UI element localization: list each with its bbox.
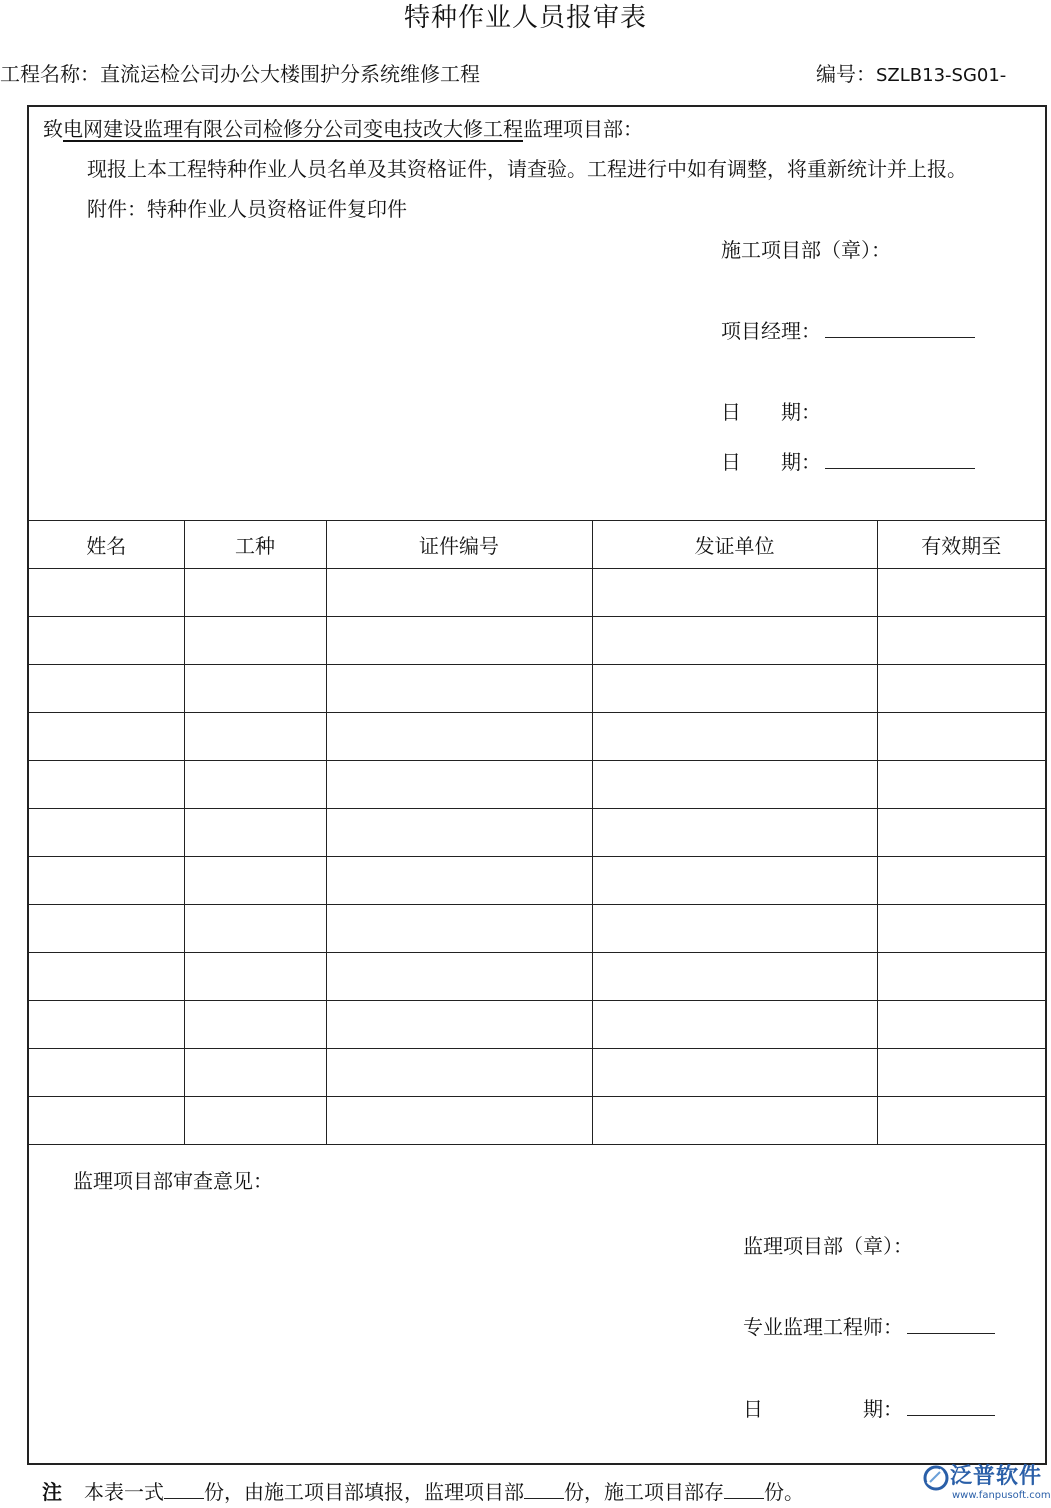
table-cell[interactable] xyxy=(877,761,1045,809)
table-cell[interactable] xyxy=(326,1049,592,1097)
table-cell[interactable] xyxy=(592,953,877,1001)
brand-name: 泛普软件 xyxy=(950,1464,1043,1489)
table-cell[interactable] xyxy=(592,809,877,857)
table-cell[interactable] xyxy=(877,953,1045,1001)
project-manager-field[interactable] xyxy=(825,317,975,338)
table-cell[interactable] xyxy=(877,1097,1045,1145)
addressee-suffix: 监理项目部： xyxy=(523,117,643,141)
table-cell[interactable] xyxy=(592,857,877,905)
table-row xyxy=(29,713,1045,761)
table-cell[interactable] xyxy=(184,1001,326,1049)
review-opinion-label: 监理项目部审查意见： xyxy=(73,1169,273,1193)
addressee-line xyxy=(43,115,643,143)
brand-logo xyxy=(922,1462,1051,1504)
table-cell[interactable] xyxy=(29,953,184,1001)
table-cell[interactable] xyxy=(877,809,1045,857)
attachment-note: 附件：特种作业人员资格证件复印件 xyxy=(87,197,407,221)
table-row xyxy=(29,617,1045,665)
table-cell[interactable] xyxy=(592,1049,877,1097)
table-row xyxy=(29,569,1045,617)
header-valid-until: 有效期至 xyxy=(877,521,1045,569)
table-cell[interactable] xyxy=(184,569,326,617)
form-code-value: SZLB13-SG01- xyxy=(876,65,1007,86)
copies-total-blank[interactable] xyxy=(164,1478,204,1499)
project-name-line xyxy=(0,60,480,88)
note-part-4: 份。 xyxy=(764,1480,804,1504)
table-cell[interactable] xyxy=(877,569,1045,617)
table-cell[interactable] xyxy=(592,617,877,665)
table-cell[interactable] xyxy=(326,665,592,713)
header-job-type: 工种 xyxy=(184,521,326,569)
table-cell[interactable] xyxy=(184,953,326,1001)
table-cell[interactable] xyxy=(592,569,877,617)
copies-construction-blank[interactable] xyxy=(724,1478,764,1499)
table-cell[interactable] xyxy=(184,761,326,809)
table-row xyxy=(29,809,1045,857)
note-part-3: 份，施工项目部存 xyxy=(564,1480,724,1504)
header-cert-number: 证件编号 xyxy=(326,521,592,569)
table-cell[interactable] xyxy=(29,761,184,809)
table-cell[interactable] xyxy=(184,905,326,953)
project-manager-line xyxy=(721,317,975,345)
table-cell[interactable] xyxy=(29,665,184,713)
table-cell[interactable] xyxy=(326,809,592,857)
table-cell[interactable] xyxy=(29,857,184,905)
table-cell[interactable] xyxy=(877,1001,1045,1049)
table-cell[interactable] xyxy=(877,1049,1045,1097)
table-cell[interactable] xyxy=(326,713,592,761)
brand-url: www.fanpusoft.com xyxy=(952,1490,1051,1501)
review-date-field[interactable] xyxy=(907,1395,995,1416)
date-label-2: 日 期： xyxy=(721,450,821,474)
table-cell[interactable] xyxy=(877,713,1045,761)
copies-supervision-blank[interactable] xyxy=(524,1478,564,1499)
table-cell[interactable] xyxy=(184,617,326,665)
table-cell[interactable] xyxy=(877,857,1045,905)
table-cell[interactable] xyxy=(592,1001,877,1049)
table-cell[interactable] xyxy=(592,713,877,761)
date-label-1: 日 期： xyxy=(721,400,821,424)
table-row xyxy=(29,857,1045,905)
table-cell[interactable] xyxy=(592,905,877,953)
table-cell[interactable] xyxy=(29,809,184,857)
table-cell[interactable] xyxy=(326,953,592,1001)
header-issuing-unit: 发证单位 xyxy=(592,521,877,569)
footer-note xyxy=(42,1478,804,1506)
table-row xyxy=(29,1001,1045,1049)
table-cell[interactable] xyxy=(29,1001,184,1049)
table-cell[interactable] xyxy=(184,1049,326,1097)
table-cell[interactable] xyxy=(326,569,592,617)
date-line-2 xyxy=(721,448,975,476)
table-cell[interactable] xyxy=(326,761,592,809)
table-row xyxy=(29,1097,1045,1145)
table-cell[interactable] xyxy=(184,857,326,905)
project-name-value: 直流运检公司办公大楼围护分系统维修工程 xyxy=(100,62,480,86)
table-row xyxy=(29,953,1045,1001)
date-field-1[interactable] xyxy=(825,448,975,469)
table-cell[interactable] xyxy=(326,1001,592,1049)
table-cell[interactable] xyxy=(184,1097,326,1145)
table-cell[interactable] xyxy=(184,809,326,857)
table-cell[interactable] xyxy=(29,569,184,617)
note-label: 注 xyxy=(42,1480,62,1504)
note-part-2: 份，由施工项目部填报，监理项目部 xyxy=(204,1480,524,1504)
table-cell[interactable] xyxy=(877,905,1045,953)
supervising-engineer-label: 专业监理工程师： xyxy=(743,1315,903,1339)
table-cell[interactable] xyxy=(326,617,592,665)
supervising-engineer-field[interactable] xyxy=(907,1313,995,1334)
table-header-row xyxy=(29,521,1045,569)
form-frame xyxy=(27,105,1047,1465)
addressee-org: 电网建设监理有限公司检修分公司变电技改大修工程 xyxy=(63,117,523,141)
supervision-dept-seal: 监理项目部（章）： xyxy=(743,1234,913,1258)
table-cell[interactable] xyxy=(29,617,184,665)
table-cell[interactable] xyxy=(877,665,1045,713)
table-row xyxy=(29,761,1045,809)
submission-body: 现报上本工程特种作业人员名单及其资格证件，请查验。工程进行中如有调整，将重新统计并上报。 xyxy=(87,157,967,181)
header-name: 姓名 xyxy=(29,521,184,569)
page-title: 特种作业人员报审表 xyxy=(403,3,647,33)
table-cell[interactable] xyxy=(184,713,326,761)
personnel-table xyxy=(29,520,1045,1145)
table-cell[interactable] xyxy=(29,1097,184,1145)
table-cell[interactable] xyxy=(184,665,326,713)
review-date-line xyxy=(743,1395,995,1423)
table-cell[interactable] xyxy=(592,761,877,809)
form-code-line xyxy=(816,60,1006,90)
table-row xyxy=(29,905,1045,953)
table-cell[interactable] xyxy=(592,665,877,713)
table-cell[interactable] xyxy=(29,713,184,761)
table-row xyxy=(29,665,1045,713)
table-cell[interactable] xyxy=(592,1097,877,1145)
table-row xyxy=(29,1049,1045,1097)
table-cell[interactable] xyxy=(326,905,592,953)
table-cell[interactable] xyxy=(326,857,592,905)
project-name-label: 工程名称： xyxy=(0,62,100,86)
brand-mark-icon xyxy=(922,1464,950,1492)
supervising-engineer-line xyxy=(743,1313,995,1341)
table-cell[interactable] xyxy=(29,1049,184,1097)
addressee-prefix: 致 xyxy=(43,117,63,141)
table-cell[interactable] xyxy=(29,905,184,953)
form-code-label: 编号： xyxy=(816,62,876,86)
construction-dept-seal: 施工项目部（章）： xyxy=(721,238,891,262)
note-part-1: 本表一式 xyxy=(84,1480,164,1504)
project-manager-label: 项目经理： xyxy=(721,319,821,343)
table-cell[interactable] xyxy=(877,617,1045,665)
table-cell[interactable] xyxy=(326,1097,592,1145)
review-date-label: 日 期： xyxy=(743,1397,903,1421)
